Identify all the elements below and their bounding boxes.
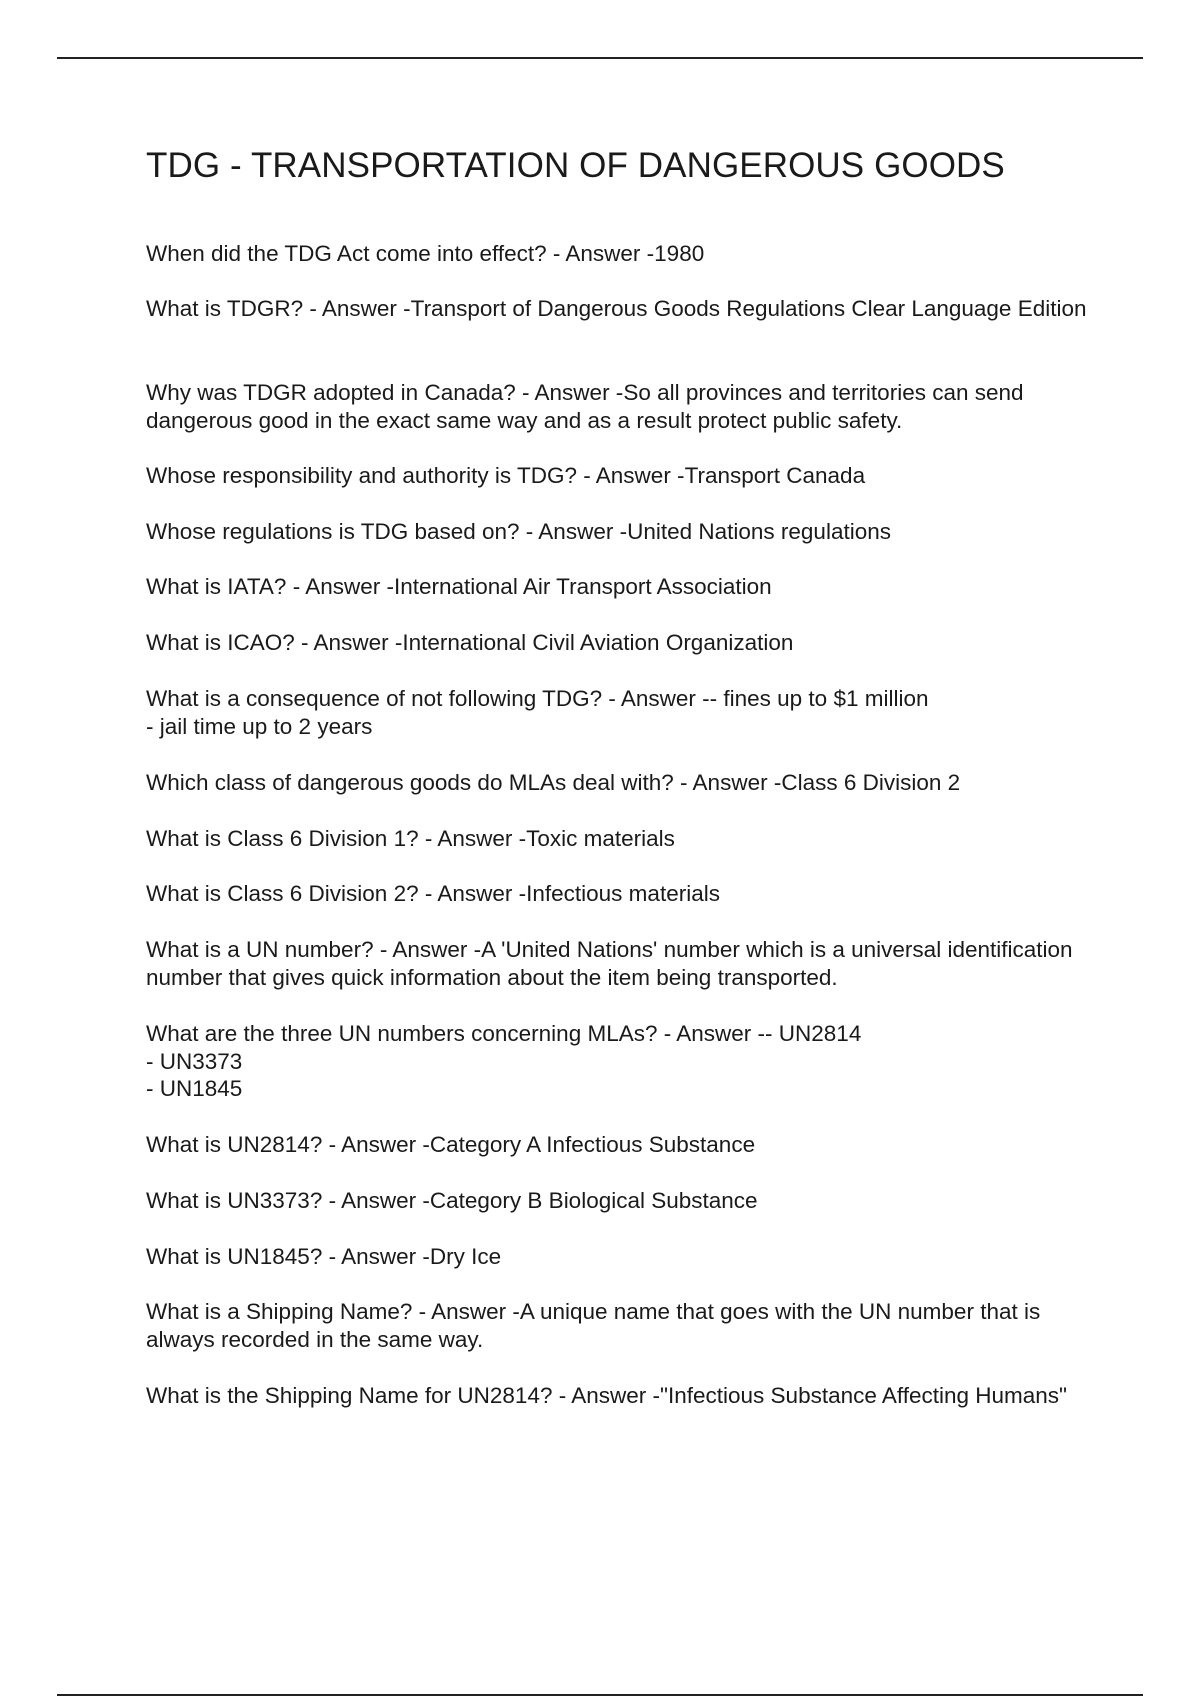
question-text: Which class of dangerous goods do MLAs deal with?	[146, 770, 674, 795]
answer-text: International Air Transport Association	[393, 574, 772, 599]
bottom-rule	[57, 1694, 1143, 1696]
qa-item: What is a UN number? - Answer -A 'United Nations' number which is a universal identification number that gives quick information about the item being transported.	[146, 937, 1073, 990]
document-body	[146, 140, 1106, 1408]
question-text: What are the three UN numbers concerning MLAs?	[146, 1021, 658, 1046]
qa-item: What is UN3373? - Answer -Category B Biological Substance	[146, 1188, 758, 1213]
answer-text: Class 6 Division 2	[781, 770, 961, 795]
answer-text: A unique name that goes with the UN number that is always recorded in the same way.	[146, 1299, 1041, 1352]
question-text: What is UN3373?	[146, 1188, 323, 1213]
qa-item: What are the three UN numbers concerning MLAs? - Answer -- UN2814 - UN3373 - UN1845	[146, 1021, 862, 1101]
question-text: When did the TDG Act come into effect?	[146, 241, 547, 266]
answer-text: So all provinces and territories can send dangerous good in the exact same way and as a result protect public safety.	[146, 380, 1024, 433]
answer-text: Toxic materials	[526, 826, 675, 851]
answer-text: Transport Canada	[684, 463, 866, 488]
qa-item: What is a consequence of not following TDG? - Answer -- fines up to $1 million - jail time up to 2 years	[146, 686, 929, 739]
qa-item: Which class of dangerous goods do MLAs deal with? - Answer -Class 6 Division 2	[146, 770, 961, 795]
question-text: What is a Shipping Name?	[146, 1299, 413, 1324]
answer-text: United Nations regulations	[627, 519, 891, 544]
qa-item: Why was TDGR adopted in Canada? - Answer -So all provinces and territories can send dangerous good in the exact same way and as a result protect public safety.	[146, 380, 1024, 433]
answer-text: - UN2814 - UN3373 - UN1845	[146, 1021, 862, 1101]
qa-item: What is Class 6 Division 2? - Answer -Infectious materials	[146, 881, 720, 906]
document-title: TDG - TRANSPORTATION OF DANGEROUS GOODS	[146, 146, 1005, 185]
question-text: What is IATA?	[146, 574, 287, 599]
qa-item: What is Class 6 Division 1? - Answer -Toxic materials	[146, 826, 675, 851]
question-text: What is UN2814?	[146, 1132, 323, 1157]
answer-text: Infectious materials	[526, 881, 720, 906]
answer-text: "Infectious Substance Affecting Humans"	[660, 1383, 1068, 1408]
top-rule	[57, 57, 1143, 59]
answer-text: Category A Infectious Substance	[429, 1132, 756, 1157]
answer-text: 1980	[654, 241, 705, 266]
question-text: What is Class 6 Division 1?	[146, 826, 419, 851]
question-text: What is a consequence of not following TDG?	[146, 686, 603, 711]
question-text: Why was TDGR adopted in Canada?	[146, 380, 516, 405]
answer-text: A 'United Nations' number which is a universal identification number that gives quick information about the item being transported.	[146, 937, 1073, 990]
qa-item: What is TDGR? - Answer -Transport of Dangerous Goods Regulations Clear Language Edition	[146, 296, 1087, 321]
answer-text: - fines up to $1 million - jail time up to 2 years	[146, 686, 929, 739]
answer-text: Dry Ice	[429, 1244, 502, 1269]
qa-item: What is ICAO? - Answer -International Civil Aviation Organization	[146, 630, 794, 655]
question-text: What is UN1845?	[146, 1244, 323, 1269]
answer-text: Transport of Dangerous Goods Regulations Clear Language Edition	[410, 296, 1087, 321]
qa-item: What is a Shipping Name? - Answer -A unique name that goes with the UN number that is always recorded in the same way.	[146, 1299, 1041, 1352]
question-text: Whose responsibility and authority is TDG?	[146, 463, 578, 488]
question-text: What is TDGR?	[146, 296, 304, 321]
qa-item: When did the TDG Act come into effect? - Answer -1980	[146, 241, 705, 266]
qa-item: What is the Shipping Name for UN2814? - Answer -"Infectious Substance Affecting Humans"	[146, 1383, 1068, 1408]
qa-item: Whose regulations is TDG based on? - Answer -United Nations regulations	[146, 519, 891, 544]
qa-item: Whose responsibility and authority is TDG? - Answer -Transport Canada	[146, 463, 866, 488]
qa-item: What is UN1845? - Answer -Dry Ice	[146, 1244, 502, 1269]
question-text: Whose regulations is TDG based on?	[146, 519, 520, 544]
answer-text: International Civil Aviation Organization	[402, 630, 794, 655]
question-text: What is ICAO?	[146, 630, 295, 655]
question-text: What is the Shipping Name for UN2814?	[146, 1383, 553, 1408]
qa-item: What is IATA? - Answer -International Air Transport Association	[146, 574, 772, 599]
question-text: What is a UN number?	[146, 937, 374, 962]
qa-item: What is UN2814? - Answer -Category A Infectious Substance	[146, 1132, 756, 1157]
question-text: What is Class 6 Division 2?	[146, 881, 419, 906]
answer-text: Category B Biological Substance	[429, 1188, 758, 1213]
